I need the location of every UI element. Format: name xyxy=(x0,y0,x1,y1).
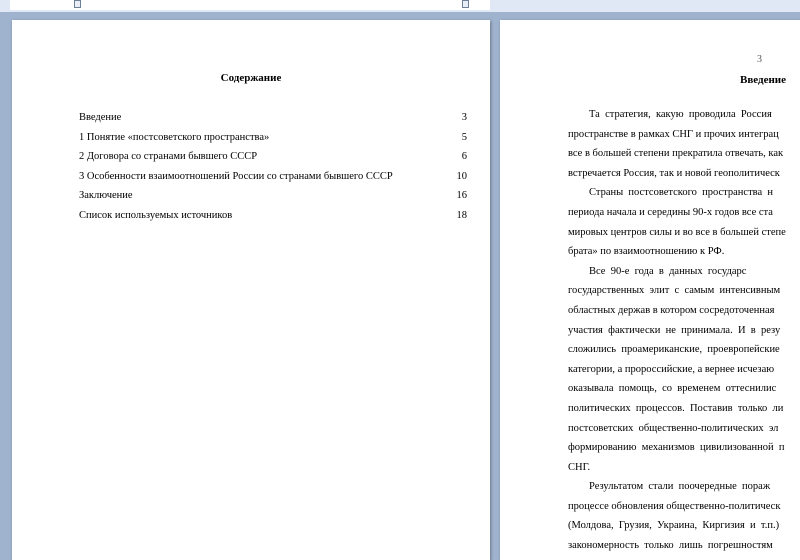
text-line: постсоветских общественно-политических эл xyxy=(568,422,779,434)
ruler-text-area xyxy=(10,0,490,10)
text-line: формированию механизмов цивилизованной п xyxy=(568,442,785,454)
toc-item[interactable] xyxy=(79,170,467,190)
text-line: участия фактически не принимала. И в резу xyxy=(568,324,781,336)
page-number: 3 xyxy=(757,54,762,65)
toc-item[interactable] xyxy=(79,111,467,131)
text-line: категории, а пророссийские, а вернее исчезаю xyxy=(568,363,775,375)
text-line: периода начала и середины 90-х годов все ста xyxy=(568,206,773,218)
body-text[interactable] xyxy=(568,108,800,559)
text-line: государственных элит с самым интенсивным xyxy=(568,285,781,297)
text-line: брата» по взаимоотношению к РФ. xyxy=(568,246,725,258)
text-line: областных держав в котором сосредоточенная xyxy=(568,304,775,316)
toc-title: Содержание xyxy=(220,72,282,84)
toc-item-label: 1 Понятие «постсоветского пространства» xyxy=(79,131,270,143)
toc-item-page: 10 xyxy=(456,170,467,182)
toc-list xyxy=(79,111,467,229)
text-line: закономерность только лишь погрешностям xyxy=(568,540,773,552)
text-line: Все 90-е года в данных государс xyxy=(568,265,747,277)
text-line: все в большей степени прекратила отвечать, как xyxy=(568,148,784,160)
section-title: Введение xyxy=(740,74,787,86)
text-line: оказывала помощь, со временем оттеснилис xyxy=(568,383,777,395)
text-line: СНГ. xyxy=(568,461,591,473)
text-line: политических процессов. Поставив только ли xyxy=(568,402,784,414)
document-page-introduction[interactable] xyxy=(500,20,800,560)
text-line: процессе обновления общественно-политическ xyxy=(568,500,781,512)
text-line: Результатом стали поочередные пораж xyxy=(568,481,771,493)
text-line: пространстве в рамках СНГ и прочих интеграц xyxy=(568,128,779,140)
toc-item-page: 6 xyxy=(461,151,467,163)
document-canvas[interactable] xyxy=(0,12,800,556)
toc-item[interactable] xyxy=(79,209,467,229)
toc-item-label: 2 Договора со странами бывшего СССР xyxy=(79,151,258,163)
toc-item-page: 16 xyxy=(456,190,467,202)
left-indent-marker[interactable] xyxy=(74,0,81,8)
toc-item-label: Список используемых источников xyxy=(79,209,233,221)
toc-item[interactable] xyxy=(79,131,467,151)
toc-item-page: 5 xyxy=(461,131,467,143)
text-line: Та стратегия, какую проводила Россия xyxy=(568,109,772,120)
toc-item-label: Введение xyxy=(79,112,122,123)
text-line: сложились проамериканские, проевропейские xyxy=(568,344,780,356)
text-line: мировых центров силы и во все в большей степе xyxy=(568,226,786,238)
toc-item-page: 3 xyxy=(461,112,467,123)
document-page-toc[interactable] xyxy=(12,20,490,560)
toc-item[interactable] xyxy=(79,150,467,170)
toc-item-label: Заключение xyxy=(79,190,133,202)
text-line: встречается Россия, так и новой геополитическ xyxy=(568,167,780,179)
toc-item-page: 18 xyxy=(456,209,467,221)
right-indent-marker[interactable] xyxy=(462,0,469,8)
text-line: Страны постсоветского пространства н xyxy=(568,187,774,199)
text-line: (Молдова, Грузия, Украина, Киргизия и т.п.) xyxy=(568,520,780,532)
toc-item-label: 3 Особенности взаимоотношений России со странами бывшего СССР xyxy=(79,170,393,182)
toc-item[interactable] xyxy=(79,189,467,209)
